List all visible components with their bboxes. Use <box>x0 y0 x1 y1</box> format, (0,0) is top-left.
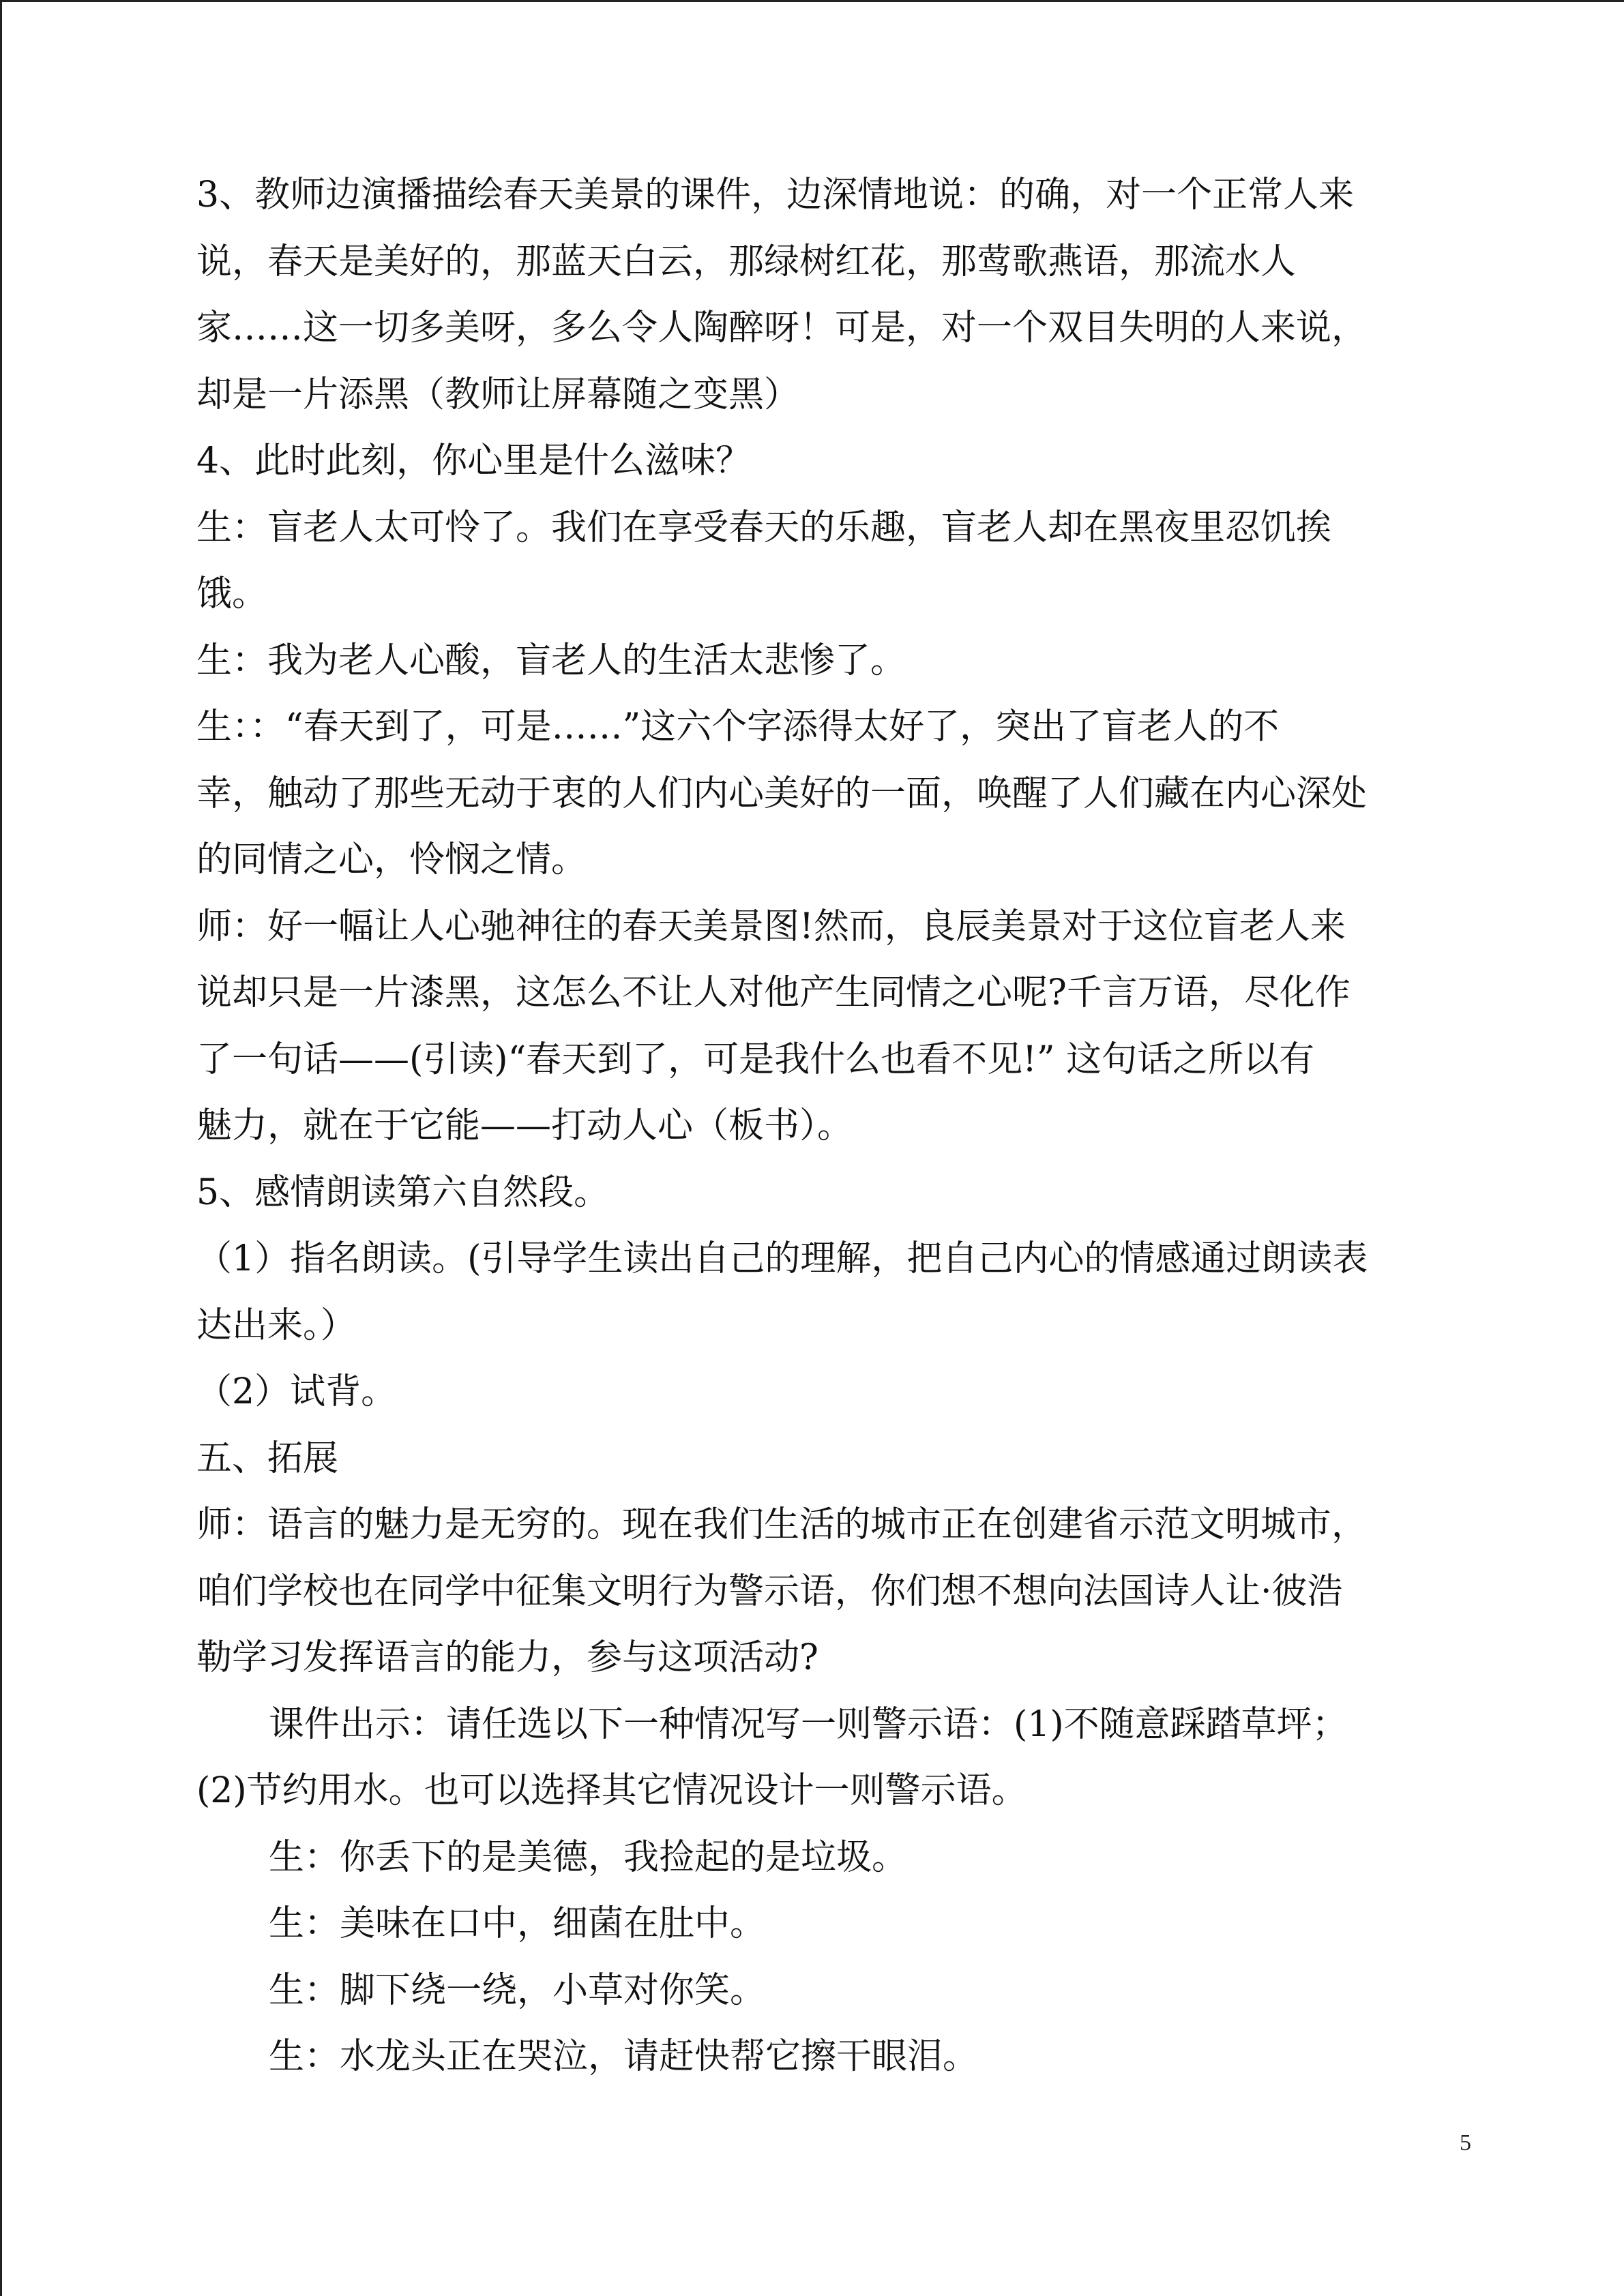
paragraph-line: 达出来。） <box>196 1304 357 1346</box>
paragraph-line: 师：语言的魅力是无穷的。现在我们生活的城市正在创建省示范文明城市， <box>196 1504 1368 1545</box>
paragraph-line: 却是一片添黑（教师让屏幕随之变黑） <box>196 374 800 415</box>
paragraph-line: 3、教师边演播描绘春天美景的课件，边深情地说：的确，对一个正常人来 <box>196 175 1355 215</box>
paragraph-line: 4、此时此刻，你心里是什么滋味？ <box>196 441 752 481</box>
paragraph-line: 了一句话——(引读)“春天到了，可是我什么也看不见!” 这句话之所以有 <box>196 1039 1315 1080</box>
paragraph-line: （2）试背。 <box>196 1371 397 1412</box>
section-heading: 5、感情朗读第六自然段。 <box>196 1172 610 1213</box>
paragraph-line: 家……这一切多美呀，多么令人陶醉呀！可是，对一个双目失明的人来说， <box>196 308 1368 348</box>
document-body <box>196 162 1479 2091</box>
page-number: 5 <box>1460 2130 1471 2156</box>
paragraph-line: 师：好一幅让人心驰神往的春天美景图!然而，良辰美景对于这位盲老人来 <box>196 906 1346 947</box>
paragraph-line: 幸，触动了那些无动于衷的人们内心美好的一面，唤醒了人们藏在内心深处 <box>196 773 1368 814</box>
page-top-border <box>0 0 1624 2</box>
section-heading: 五、拓展 <box>196 1437 339 1479</box>
student-response: 生：水龙头正在哭泣，请赶快帮它擦干眼泪。 <box>269 2036 979 2077</box>
paragraph-line: 课件出示：请任选以下一种情况写一则警示语：(1)不随意踩踏草坪； <box>269 1703 1348 1745</box>
paragraph-line: 勒学习发挥语言的能力，参与这项活动? <box>196 1637 818 1678</box>
paragraph-line: 说，春天是美好的，那蓝天白云，那绿树红花，那莺歌燕语，那流水人 <box>196 241 1297 282</box>
paragraph-line: 生：：“春天到了，可是……”这六个字添得太好了，突出了盲老人的不 <box>196 706 1280 747</box>
page-left-border <box>0 0 2 2296</box>
paragraph-line: 说却只是一片漆黑，这怎么不让人对他产生同情之心呢?千言万语，尽化作 <box>196 972 1350 1013</box>
paragraph-line: （1）指名朗读。(引导学生读出自己的理解，把自己内心的情感通过朗读表 <box>196 1238 1368 1279</box>
paragraph-line: 咱们学校也在同学中征集文明行为警示语，你们想不想向法国诗人让·彼浩 <box>196 1570 1343 1612</box>
paragraph-line: 魅力，就在于它能——打动人心（板书）。 <box>196 1105 853 1146</box>
paragraph-line: 生：我为老人心酸，盲老人的生活太悲惨了。 <box>196 640 906 681</box>
student-response: 生：你丢下的是美德，我捡起的是垃圾。 <box>269 1836 908 1878</box>
paragraph-line: 的同情之心，怜悯之情。 <box>196 839 587 880</box>
paragraph-line: (2)节约用水。也可以选择其它情况设计一则警示语。 <box>196 1770 1027 1811</box>
student-response: 生：美味在口中，细菌在肚中。 <box>269 1903 766 1944</box>
paragraph-line: 生：盲老人太可怜了。我们在享受春天的乐趣，盲老人却在黑夜里忍饥挨 <box>196 507 1332 548</box>
paragraph-line: 饿。 <box>196 573 268 614</box>
student-response: 生：脚下绕一绕，小草对你笑。 <box>269 1969 766 2011</box>
